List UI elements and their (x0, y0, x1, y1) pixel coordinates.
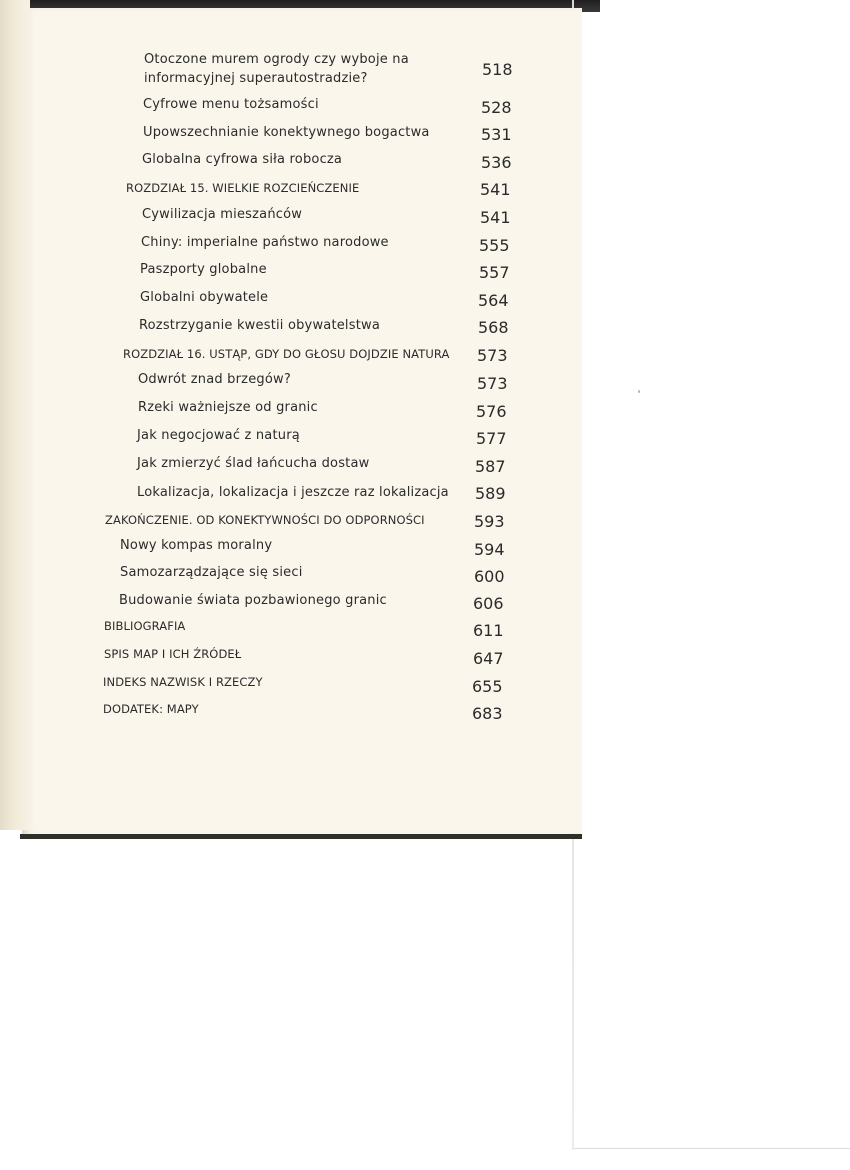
toc-entry-page: 541 (480, 208, 511, 227)
toc-entry-page: 518 (482, 60, 513, 79)
toc-entry-page: 568 (478, 318, 509, 337)
toc-entry-title: Cyfrowe menu tożsamości (143, 97, 319, 112)
toc-entry-title: Nowy kompas moralny (120, 538, 273, 553)
toc-entry-title: Samozarządzające się sieci (120, 565, 303, 580)
toc-entry-title: Chiny: imperialne państwo narodowe (141, 235, 389, 250)
toc-entry (143, 123, 430, 142)
toc-entry-title: Globalna cyfrowa siła robocza (142, 152, 343, 167)
toc-entry-page: 577 (476, 429, 507, 448)
toc-entry-page: 683 (472, 704, 503, 723)
toc-entry (119, 591, 387, 610)
toc-chapter (103, 700, 199, 719)
toc-chapter (103, 673, 263, 692)
toc-chapter-title: ROZDZIAŁ 15. WIELKIE ROZCIEŃCZENIE (126, 181, 360, 195)
toc-entry-title: Cywilizacja mieszańców (142, 207, 303, 222)
toc-entry (137, 483, 449, 502)
toc-entry-page: 655 (472, 677, 503, 696)
toc-entry (138, 370, 291, 389)
scan-speck (638, 390, 640, 393)
toc-chapter-title: INDEKS NAZWISK I RZECZY (103, 675, 263, 689)
toc-chapter (104, 617, 185, 636)
toc-entry-page: 611 (473, 621, 504, 640)
toc-chapter (105, 511, 425, 530)
toc-entry-page: 593 (474, 512, 505, 531)
toc-entry-title: Budowanie świata pozbawionego granic (119, 593, 387, 608)
toc-entry-page: 557 (479, 263, 510, 282)
toc-chapter (123, 345, 449, 364)
toc-entry (141, 233, 389, 252)
book-spine-shadow (0, 0, 30, 830)
toc-entry-title: Otoczone murem ogrody czy wyboje na informacyjnej superautostradzie? (144, 52, 409, 86)
toc-entry-page: 531 (481, 125, 512, 144)
toc-entry-title: Lokalizacja, lokalizacja i jeszcze raz lokalizacja (137, 485, 449, 500)
toc-entry (144, 50, 494, 88)
toc-entry-title: Jak negocjować z naturą (137, 428, 300, 443)
toc-entry-title: Odwrót znad brzegów? (138, 372, 291, 387)
toc-entry-title: Globalni obywatele (140, 290, 269, 305)
toc-entry (140, 288, 268, 307)
toc-entry-page: 600 (474, 567, 505, 586)
toc-entry-title: Upowszechnianie konektywnego bogactwa (143, 125, 430, 140)
toc-entry-page: 573 (477, 374, 508, 393)
toc-entry (120, 536, 272, 555)
toc-entry-title: Rzeki ważniejsze od granic (138, 400, 318, 415)
toc-chapter-title: ZAKOŃCZENIE. OD KONEKTYWNOŚCI DO ODPORNOŚCI (105, 513, 425, 527)
toc-entry (140, 260, 267, 279)
toc-chapter-title: BIBLIOGRAFIA (104, 619, 186, 633)
toc-entry-page: 606 (473, 594, 504, 613)
toc-entry (120, 563, 303, 582)
toc-entry-title: Rozstrzyganie kwestii obywatelstwa (139, 318, 381, 333)
book-page-bottom-edge (20, 834, 582, 839)
toc-chapter-title: ROZDZIAŁ 16. USTĄP, GDY DO GŁOSU DOJDZIE NATURA (123, 347, 450, 361)
toc-entry (143, 95, 319, 114)
toc-entry-title: Jak zmierzyć ślad łańcucha dostaw (137, 456, 370, 471)
toc-entry-page: 576 (476, 402, 507, 421)
toc-entry (142, 205, 302, 224)
toc-entry-page: 587 (475, 457, 506, 476)
toc-entry-page: 555 (479, 236, 510, 255)
toc-chapter (104, 645, 241, 664)
toc-entry (137, 426, 300, 445)
toc-entry-page: 536 (481, 153, 512, 172)
toc-chapter-title: SPIS MAP I ICH ŹRÓDEŁ (104, 647, 242, 661)
toc-entry (137, 454, 369, 473)
toc-entry-page: 541 (480, 180, 511, 199)
toc-entry-page: 573 (477, 346, 508, 365)
toc-entry-page: 564 (478, 291, 509, 310)
toc-entry-page: 594 (474, 540, 505, 559)
toc-entry-page: 589 (475, 484, 506, 503)
toc-entry (139, 316, 380, 335)
toc-entry-page: 528 (481, 98, 512, 117)
sheet-bottom-edge (574, 1148, 850, 1149)
toc-entry (142, 150, 342, 169)
toc-entry (138, 398, 318, 417)
toc-entry-page: 647 (473, 649, 504, 668)
toc-chapter-title: DODATEK: MAPY (103, 702, 199, 716)
toc-chapter (126, 179, 359, 198)
toc-entry-title: Paszporty globalne (140, 262, 267, 277)
